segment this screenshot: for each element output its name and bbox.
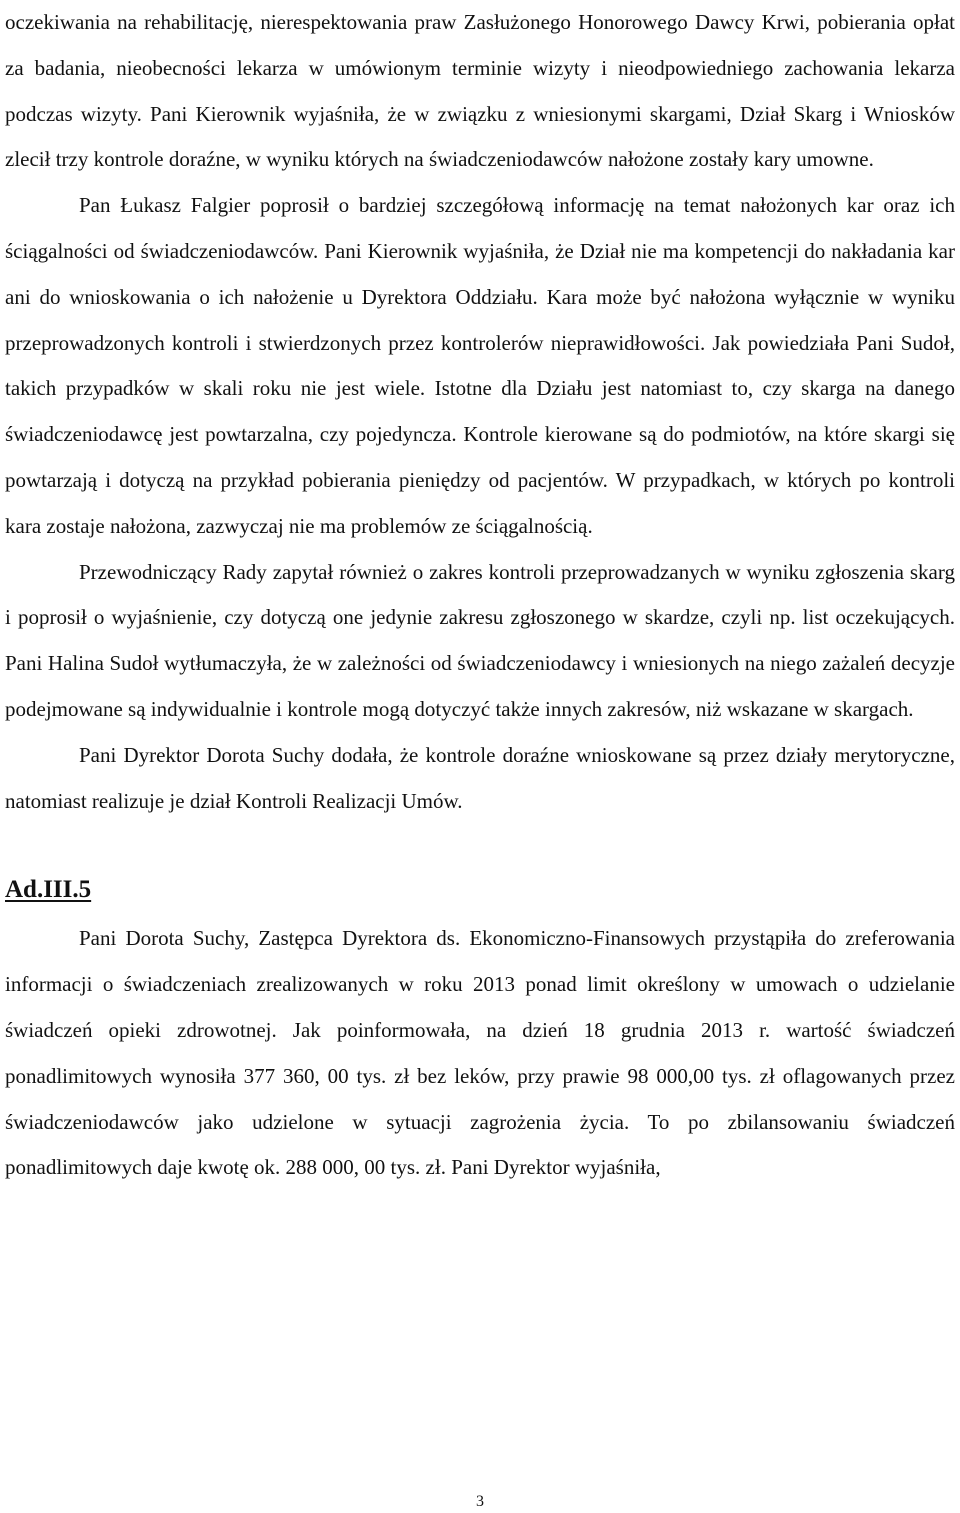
paragraph-director-addition: Pani Dyrektor Dorota Suchy dodała, że kontrole doraźne wnioskowane są przez działy merytoryczne, natomiast realizuje je dział Kontroli Realizacji Umów.	[5, 742, 955, 813]
page-number: 3	[476, 1493, 484, 1510]
paragraph-section-body: Pani Dorota Suchy, Zastępca Dyrektora ds. Ekonomiczno-Finansowych przystąpiła do zreferowania informacji o świadczeniach zrealizowanych w roku 2013 ponad limit określony w umowach o udzielanie świadczeń opieki zdrowotnej. Jak poinformowała, na dzień 18 grudnia 2013 r. wartość świadczeń ponadlimitowych wynosiła 377 360, 00 tys. zł bez leków, przy prawie 98 000,00 tys. zł oflagowanych przez świadczeniodawców jako udzielone w sytuacji zagrożenia życia. To po zbilansowaniu świadczeń ponadlimitowych daje kwotę ok. 288 000, 00 tys. zł. Pani Dyrektor wyjaśniła,	[5, 926, 955, 1180]
document-body	[5, 0, 955, 1191]
paragraph-falgier-question: Pan Łukasz Falgier poprosił o bardziej szczegółową informację na temat nałożonych kar oraz ich ściągalności od świadczeniodawców. Pani Kierownik wyjaśniła, że Dział nie ma kompetencji do nakładania kar ani do wnioskowania o ich nałożenie u Dyrektora Oddziału. Kara może być nałożona wyłącznie w wyniku przeprowadzonych kontroli i stwierdzonych przez kontrolerów nieprawidłowości. Jak powiedziała Pani Sudoł, takich przypadków w skali roku nie jest wiele. Istotne dla Działu jest natomiast to, czy skarga na danego świadczeniodawcę jest powtarzalna, czy pojedyncza. Kontrole kierowane są do podmiotów, na które skargi się powtarzają i dotyczą na przykład pobierania pieniędzy od pacjentów. W przypadkach, w których po kontroli kara zostaje nałożona, zazwyczaj nie ma problemów ze ściągalnością.	[5, 193, 955, 538]
paragraph-chairman-question: Przewodniczący Rady zapytał również o zakres kontroli przeprowadzanych w wyniku zgłoszenia skarg i poprosił o wyjaśnienie, czy dotyczą one jedynie zakresu zgłoszonego w skardze, czyli np. list oczekujących. Pani Halina Sudoł wytłumaczyła, że w zależności od świadczeniodawcy i wniesionych na niego zażaleń decyzje podejmowane są indywidualnie i kontrole mogą dotyczyć także innych zakresów, niż wskazane w skargach.	[5, 559, 955, 721]
paragraph-continuation: oczekiwania na rehabilitację, nierespektowania praw Zasłużonego Honorowego Dawcy Krwi, pobierania opłat za badania, nieobecności lekarza w umówionym terminie wizyty i nieodpowiedniego zachowania lekarza podczas wizyty. Pani Kierownik wyjaśniła, że w związku z wniesionymi skargami, Dział Skarg i Wniosków zlecił trzy kontrole doraźne, w wyniku których na świadczeniodawców nałożone zostały kary umowne.	[5, 10, 955, 172]
section-heading: Ad.III.5	[5, 876, 92, 904]
